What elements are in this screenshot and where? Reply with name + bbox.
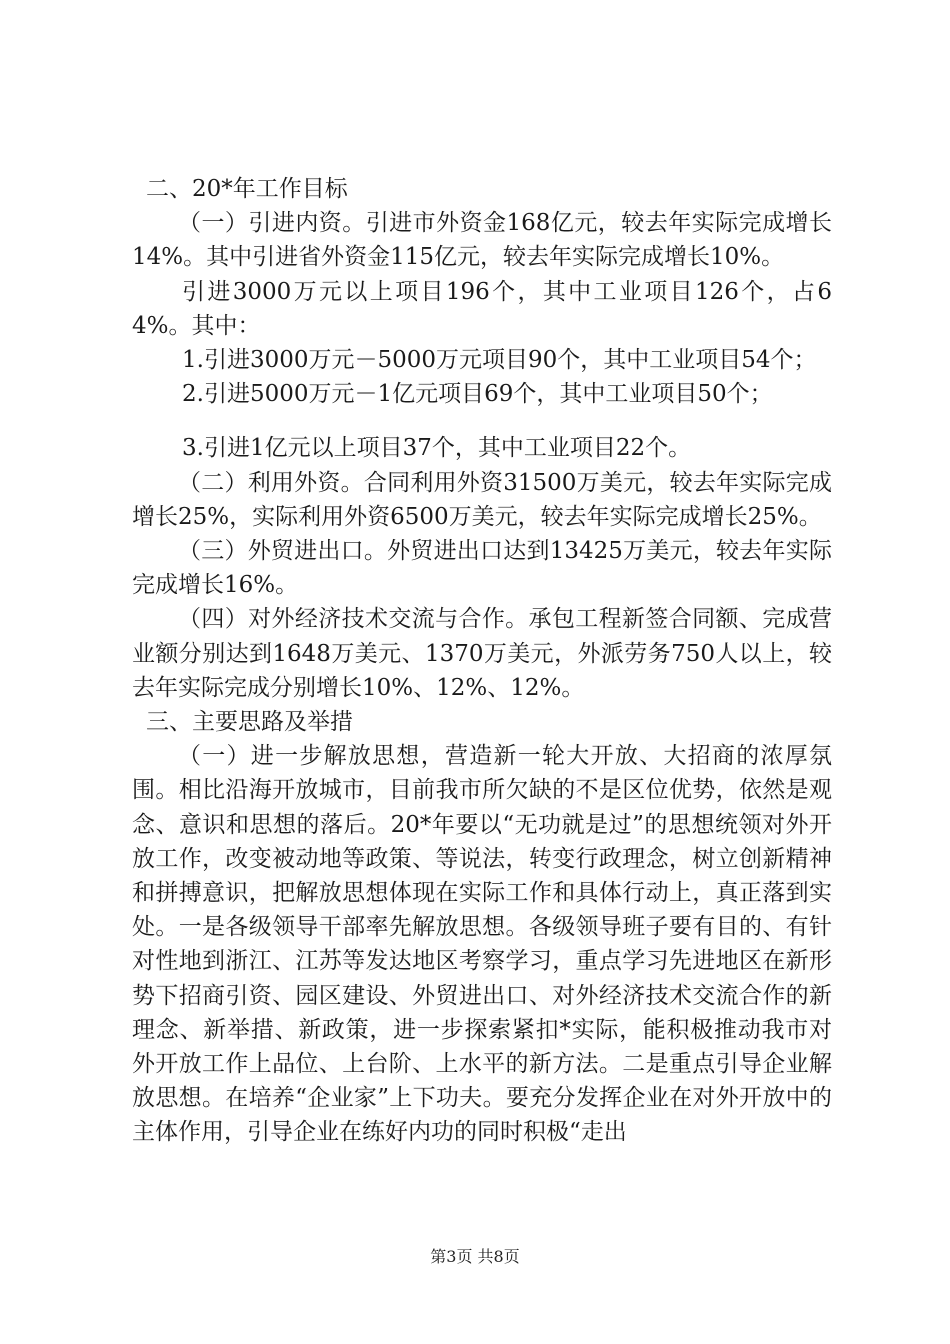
section-heading-goals: 二、20*年工作目标	[146, 176, 348, 202]
list-item-3: 3.引进1亿元以上项目37个，其中工业项目22个。	[182, 435, 692, 462]
paragraph-emancipate-thinking: （一）进一步解放思想，营造新一轮大开放、大招商的浓厚氛围。相比沿海开放城市，目前我市所欠缺的不是区位优势，依然是观念、意识和思想的落后。20*年要以“无功就是过”的思想统领对外开放工作，改变被动地等政策、等说法，转变行政理念，树立创新精神和拼搏意识，把解放思想体现在实际工作和具体行动上，真正落到实处。一是各级领导干部率先解放思想。各级领导班子要有目的、有针对性地到浙江、江苏等发达地区考察学习，重点学习先进地区在新形势下招商引资、园区建设、外贸进出口、对外经济技术交流合作的新理念、新举措、新政策，进一步探索紧扣*实际，能积极推动我市对外开放工作上品位、上台阶、上水平的新方法。二是重点引导企业解放思想。在培养“企业家”上下功夫。要充分发挥企业在对外开放中的主体作用，引导企业在练好内功的同时积极“走出	[132, 743, 832, 1146]
section-heading-measures: 三、主要思路及举措	[146, 709, 353, 736]
document-body	[132, 172, 832, 1150]
page-number-footer: 第3页 共8页	[430, 1247, 520, 1266]
paragraph-domestic-capital: （一）引进内资。引进市外资金168亿元，较去年实际完成增长14%。其中引进省外资金115亿元，较去年实际完成增长10%。	[132, 210, 832, 271]
list-item-2: 2.引进5000万元－1亿元项目69个，其中工业项目50个；	[182, 381, 773, 408]
paragraph-foreign-capital: （二）利用外资。合同利用外资31500万美元，较去年实际完成增长25%，实际利用外资6500万美元，较去年实际完成增长25%。	[132, 469, 832, 530]
paragraph-economic-cooperation: （四）对外经济技术交流与合作。承包工程新签合同额、完成营业额分别达到1648万美元、1370万美元，外派劳务750人以上，较去年实际完成分别增长10%、12%、12%。	[132, 606, 832, 701]
paragraph-foreign-trade: （三）外贸进出口。外贸进出口达到13425万美元，较去年实际完成增长16%。	[132, 538, 832, 599]
paragraph-projects-summary: 引进3000万元以上项目196个，其中工业项目126个，占64%。其中：	[132, 278, 832, 339]
list-item-1: 1.引进3000万元－5000万元项目90个，其中工业项目54个；	[182, 347, 817, 374]
